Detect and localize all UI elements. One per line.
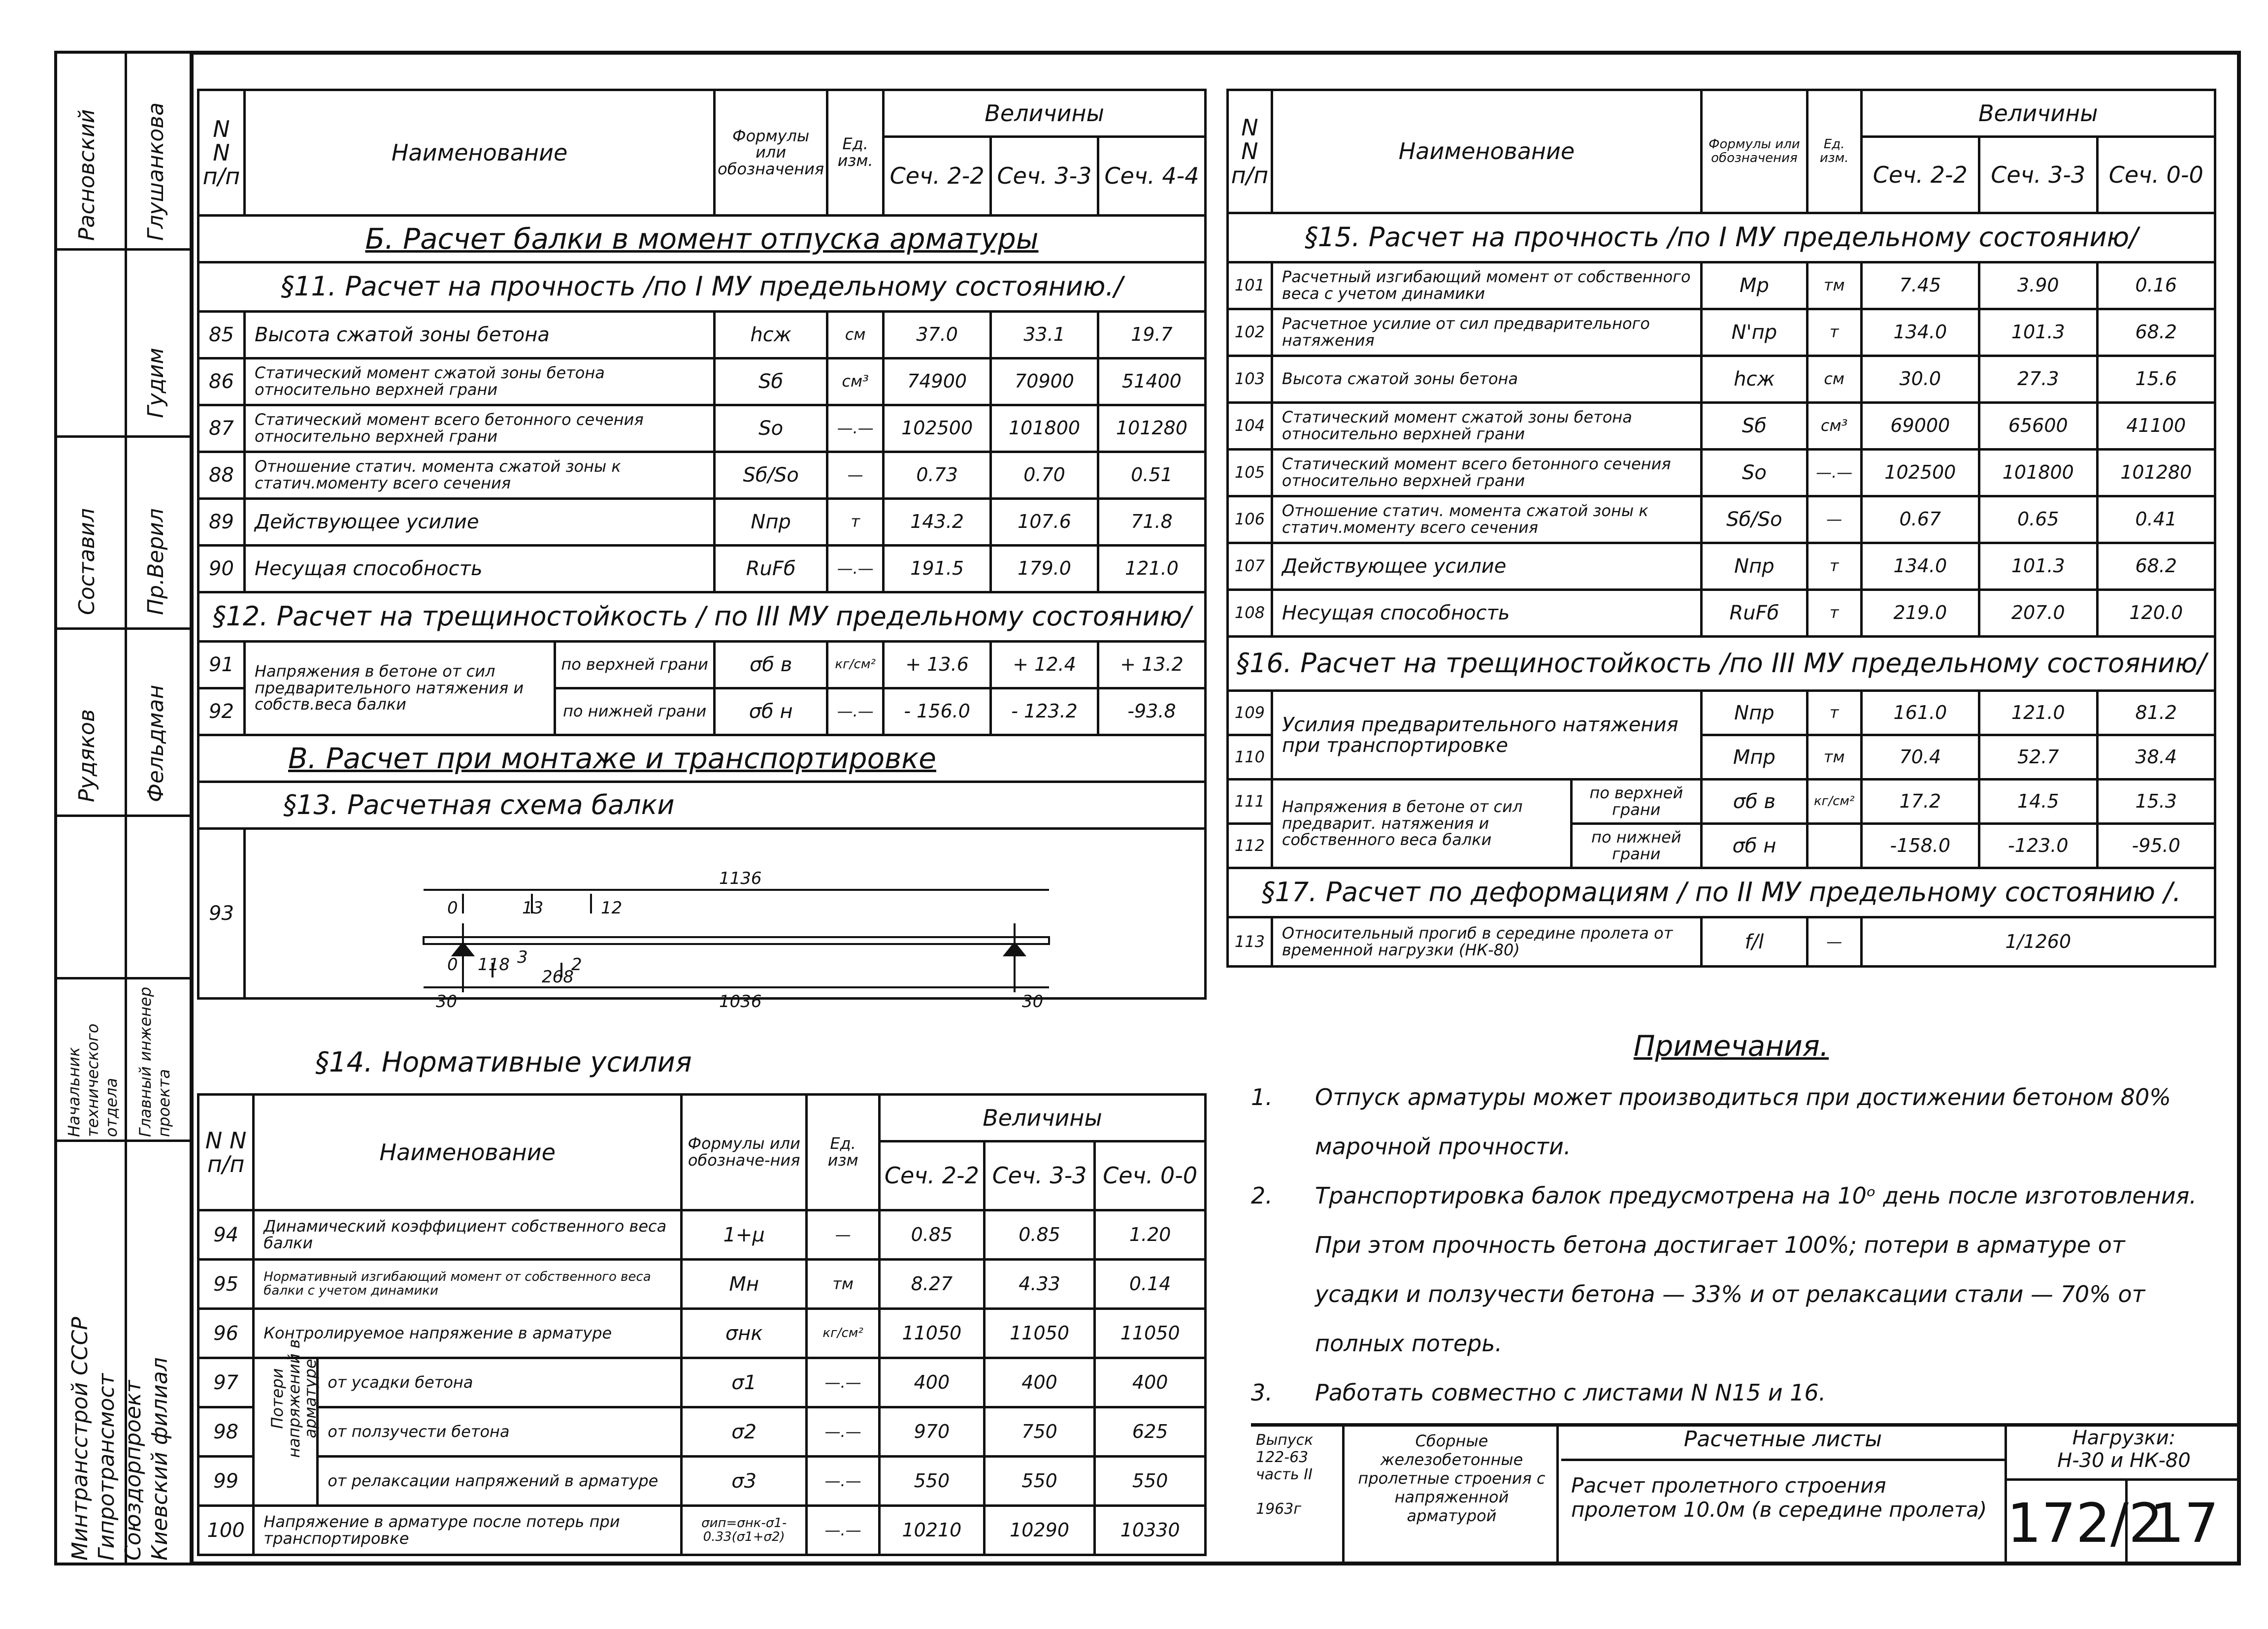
table-row: 108 Несущая способность RuFб т 219.0 207.0 120.0: [1228, 590, 2215, 637]
beam-scheme-diagram: [246, 864, 1197, 1022]
table-row: 88 Отношение статич. момента сжатой зоны к статич.моменту всего сечения Sб/So — 0.73 0.70 0.51: [198, 452, 1206, 499]
table-row: 99 от релаксации напряжений в арматуре σ3 —.— 550 550 550: [198, 1457, 1206, 1506]
left-table-top: [197, 89, 1207, 1000]
dim-a1: 118: [478, 955, 510, 975]
table-row: 103 Высота сжатой зоны бетона hсж см 30.0 27.3 15.6: [1228, 356, 2215, 403]
dim-span: 1036: [719, 992, 762, 1011]
notes-title: Примечания.: [1633, 1029, 1829, 1063]
header-name: Наименование: [244, 90, 714, 216]
sec-label: 2: [571, 955, 582, 975]
right-table: [1226, 89, 2216, 968]
title-block: [1251, 1423, 2241, 1565]
table-row: 109 Усилия предварительного натяжения при транспортировке Nпр т 161.0 121.0 81.2: [1228, 691, 2215, 735]
header-sec: Сеч. 0-0: [1095, 1141, 1206, 1210]
table-row: 104 Статический момент сжатой зоны бетона относительно верхней грани Sб см³ 69000 65600 41100: [1228, 403, 2215, 450]
table-row: 95 Нормативный изгибающий момент от собственного веса балки с учетом динамики Mн тм 8.27 4.33 0.14: [198, 1260, 1206, 1309]
row-number: 93: [198, 829, 245, 999]
stamp-name: Фельдман: [143, 684, 168, 802]
dim-total: 1136: [719, 869, 762, 888]
loss-group-label: Потери напряжений в арматуре: [254, 1358, 318, 1506]
tb-loads: Нагрузки: Н-30 и НК-80: [2005, 1427, 2241, 1481]
header-nn: N N п/п: [198, 1095, 254, 1210]
table-row: 113 Относительный прогиб в середине пролета от временной нагрузки (НК-80) f/l — 1/1260: [1228, 917, 2215, 967]
para-11-title: §11. Расчет на прочность /по I МУ предельному состоянию./: [198, 262, 1206, 312]
dim-a2: 268: [542, 967, 574, 987]
header-formula: Формулы или обозначе-ния: [682, 1095, 807, 1210]
stamp-name: Главный инженер проекта: [136, 986, 173, 1137]
section-b-title: Б. Расчет балки в момент отпуска арматуры: [198, 216, 1206, 262]
stamp-name: Составил: [74, 508, 99, 615]
section-v-title: В. Расчет при монтаже и транспортировке: [198, 735, 1206, 782]
beam-body: [424, 937, 1049, 944]
header-sec: Сеч. 2-2: [880, 1141, 985, 1210]
stamp-name: Пр.Верил: [143, 508, 168, 615]
dim-support: 30: [436, 992, 458, 1011]
tb-desc: Сборные железобетонные пролетные строения с напряженной арматурой: [1347, 1427, 1559, 1565]
header-sec: Сеч. 3-3: [984, 1141, 1095, 1210]
table-row: 100 Напряжение в арматуре после потерь при транспортировке σип=σнк-σ1-0.33(σ1+σ2) —.— 10210 10290 10330: [198, 1506, 1206, 1555]
para-14-title: §14. Нормативные усилия: [315, 1046, 692, 1078]
table-row: 92 по нижней грани σб н —.— - 156.0 - 123.2 -93.8: [198, 688, 1206, 735]
header-sec: Сеч. 3-3: [991, 137, 1098, 216]
stamp-name: Гудим: [143, 348, 168, 418]
table-row: 110 Mпр тм 70.4 52.7 38.4: [1228, 735, 2215, 780]
table-row: 96 Контролируемое напряжение в арматуре σнк кг/см² 11050 11050 11050: [198, 1309, 1206, 1358]
header-values: Величины: [884, 90, 1206, 137]
header-values: Величины: [880, 1095, 1206, 1141]
table-row: 97 Потери напряжений в арматуре от усадки бетона σ1 —.— 400 400 400: [198, 1358, 1206, 1407]
header-unit: Ед. изм.: [827, 90, 884, 216]
header-values: Величины: [1861, 90, 2215, 137]
header-sec: Сеч. 2-2: [1861, 137, 1979, 213]
sec-label: 0: [447, 955, 458, 975]
table-row: 98 от ползучести бетона σ2 —.— 970 750 625: [198, 1407, 1206, 1457]
table-row: 85 Высота сжатой зоны бетона hсж см 37.0 33.1 19.7: [198, 312, 1206, 358]
sec-label: 3: [517, 947, 528, 967]
tb-issue: Выпуск 122-63 часть II 1963г: [1251, 1427, 1345, 1565]
table-row: 101 Расчетный изгибающий момент от собственного веса с учетом динамики Mр тм 7.45 3.90 0.16: [1228, 262, 2215, 309]
dim-support: 30: [1022, 992, 1044, 1011]
stamp-cell: [57, 251, 190, 438]
stamp-cell: [57, 817, 190, 979]
stamp-name: Начальник технического отдела: [65, 1023, 121, 1137]
header-name: Наименование: [1272, 90, 1701, 213]
header-sec: Сеч. 4-4: [1098, 137, 1206, 216]
header-unit: Ед. изм: [807, 1095, 880, 1210]
note-item: 2. Транспортировка балок предусмотрена на 10ᵒ день после изготовления. При этом прочность бетона достигает 100%; потери в арматуре от усадки и ползучести бетона — 33% и от релаксации стали — 70% от полных потерь.: [1251, 1182, 2197, 1357]
tb-sheet-sub: Расчет пролетного строения пролетом 10.0м (в середине пролета): [1571, 1473, 1987, 1522]
notes-block: [1251, 1029, 2211, 1417]
header-unit: Ед. изм.: [1807, 90, 1861, 213]
header-name: Наименование: [254, 1095, 682, 1210]
table-row: 102 Расчетное усилие от сил предварительного натяжения N'пр т 134.0 101.3 68.2: [1228, 309, 2215, 356]
note-item: 3. Работать совместно с листами N N15 и 16.: [1251, 1379, 1826, 1406]
table-row: 86 Статический момент сжатой зоны бетона относительно верхней грани Sб см³ 74900 70900 51400: [198, 358, 1206, 405]
sec-label: 12: [601, 898, 623, 918]
table-row: 90 Несущая способность RuFб —.— 191.5 179.0 121.0: [198, 546, 1206, 592]
table-row: 112 по нижней грани σб н -158.0 -123.0 -95.0: [1228, 824, 2215, 868]
left-table-bottom: [197, 1093, 1207, 1556]
header-nn: N N п/п: [198, 90, 245, 216]
header-sec: Сеч. 0-0: [2097, 137, 2215, 213]
table-row: 107 Действующее усилие Nпр т 134.0 101.3 68.2: [1228, 543, 2215, 590]
side-stamp: [54, 51, 190, 1565]
note-item: 1. Отпуск арматуры может производиться при достижении бетоном 80% марочной прочности.: [1251, 1084, 2171, 1160]
header-formula: Формулы или обозначения: [1701, 90, 1807, 213]
table-row: 89 Действующее усилие Nпр т 143.2 107.6 71.8: [198, 499, 1206, 546]
table-row: 106 Отношение статич. момента сжатой зоны к статич.моменту всего сечения Sб/So — 0.67 0.65 0.41: [1228, 496, 2215, 543]
tb-code: 172/2: [2005, 1481, 2128, 1565]
stamp-name: Рудяков: [74, 709, 99, 802]
stamp-name: Глушанкова: [143, 102, 168, 241]
table-row: 105 Статический момент всего бетонного сечения относительно верхней грани So —.— 102500 101800 101280: [1228, 450, 2215, 496]
table-row: 91 Напряжения в бетоне от сил предварительного натяжения и собств.веса балки по верхней грани σб в кг/см² + 13.6 + 12.4 + 13.2: [198, 642, 1206, 688]
para-16-title: §16. Расчет на трещиностойкость /по III МУ предельному состоянию/: [1228, 637, 2215, 691]
header-sec: Сеч. 3-3: [1979, 137, 2097, 213]
header-sec: Сеч. 2-2: [884, 137, 991, 216]
para-17-title: §17. Расчет по деформациям / по II МУ предельному состоянию /.: [1228, 868, 2215, 917]
stamp-name: Расновский: [74, 109, 99, 241]
header-nn: N N п/п: [1228, 90, 1272, 213]
table-row: 111 Напряжения в бетоне от сил предварит. натяжения и собственного веса балки по верхней грани σб в кг/см² 17.2 14.5 15.3: [1228, 780, 2215, 824]
table-row: 94 Динамический коэффициент собственного веса балки 1+μ — 0.85 0.85 1.20: [198, 1210, 1206, 1260]
header-formula: Формулы или обозначения: [715, 90, 827, 216]
tb-page: 17: [2150, 1492, 2219, 1555]
para-12-title: §12. Расчет на трещиностойкость / по III МУ предельному состоянию/: [198, 592, 1206, 642]
table-row: 87 Статический момент всего бетонного сечения относительно верхней грани So —.— 102500 101800 101280: [198, 405, 1206, 452]
stamp-org: Минтрансстрой СССР Гипротрансмост Союздорпроект Киевский филиал: [67, 1317, 172, 1561]
tb-sheet-title: Расчетные листы: [1561, 1427, 2005, 1461]
para-13-title: §13. Расчетная схема балки: [198, 782, 1206, 829]
sec-label: 0: [447, 898, 458, 918]
sec-label: 13: [522, 898, 544, 918]
para-15-title: §15. Расчет на прочность /по I МУ предельному состоянию/: [1228, 213, 2215, 262]
